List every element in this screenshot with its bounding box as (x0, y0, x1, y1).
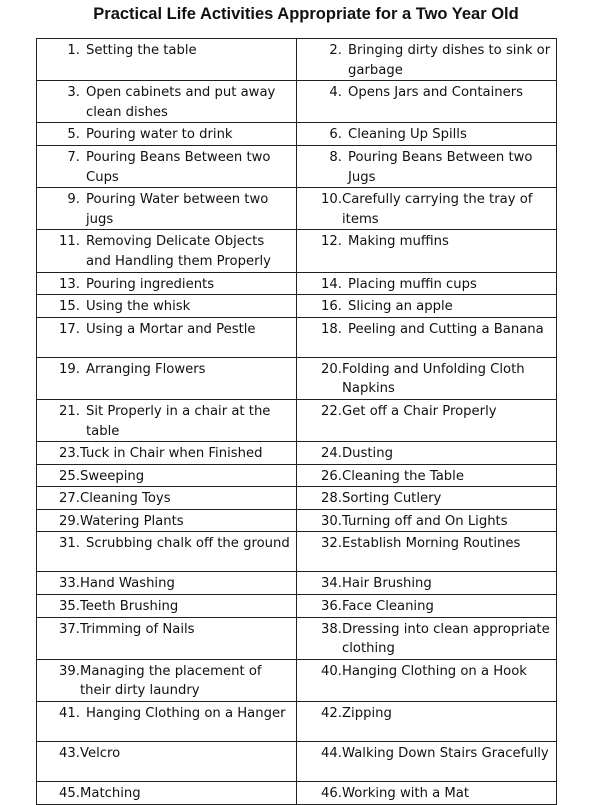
activity-cell (297, 782, 557, 805)
table-row (37, 572, 557, 595)
activity-text: Turning off and On Lights (342, 513, 508, 529)
activity-text: Matching (80, 786, 141, 802)
activity-cell (37, 532, 297, 572)
activity-item (37, 360, 292, 380)
activity-number: 17. (59, 321, 80, 337)
activity-cell (297, 572, 557, 595)
activity-text: Sweeping (80, 468, 145, 484)
activity-item (297, 297, 552, 317)
activity-text: Cleaning Toys (80, 491, 171, 507)
activity-text: Scrubbing chalk off the ground (86, 536, 290, 552)
activity-text: Hand Washing (80, 576, 175, 592)
activity-text: Sit Properly in a chair at the table (86, 403, 271, 439)
activity-number: 30. (321, 513, 342, 529)
activity-text: Teeth Brushing (80, 599, 179, 615)
activity-item (37, 320, 292, 340)
activity-number: 20. (321, 361, 342, 377)
activity-cell (37, 595, 297, 618)
activity-number: 33. (59, 576, 80, 592)
activity-cell (37, 230, 297, 272)
table-row (37, 617, 557, 659)
activity-number: 43. (59, 746, 80, 762)
activity-number: 41. (59, 706, 80, 722)
activity-number: 38. (321, 621, 342, 637)
activity-number: 1. (67, 43, 80, 58)
table-row (37, 145, 557, 187)
table-row (37, 188, 557, 230)
activity-item (37, 512, 292, 532)
activity-cell (37, 295, 297, 318)
activity-number: 5. (67, 127, 80, 143)
activity-text: Watering Plants (80, 513, 184, 529)
activity-number: 12. (321, 234, 342, 250)
activity-cell (37, 782, 297, 805)
activity-number: 42. (321, 706, 342, 722)
table-row (37, 464, 557, 487)
activity-number: 11. (59, 234, 80, 250)
activity-cell (37, 442, 297, 465)
activity-text: Working with a Mat (342, 786, 470, 802)
activity-item (297, 574, 552, 594)
activity-item (37, 597, 292, 617)
activity-item (297, 704, 552, 724)
activity-cell (297, 532, 557, 572)
activity-cell (37, 188, 297, 230)
activity-item (297, 402, 552, 422)
activity-text: Folding and Unfolding Cloth Napkins (342, 361, 525, 397)
activity-number: 35. (59, 599, 80, 615)
activity-text: Managing the placement of their dirty laundry (80, 663, 262, 699)
activity-number: 36. (321, 599, 342, 615)
activity-text: Dusting (342, 446, 393, 462)
activity-cell (297, 317, 557, 357)
table-row (37, 659, 557, 701)
activity-number: 29. (59, 513, 80, 529)
activity-number: 32. (321, 536, 342, 552)
activity-cell (37, 81, 297, 123)
table-row (37, 509, 557, 532)
activity-number: 31. (59, 536, 80, 552)
activity-text: Zipping (342, 706, 392, 722)
activity-item (37, 574, 292, 594)
activity-number: 19. (59, 361, 80, 377)
activity-text: Arranging Flowers (86, 361, 206, 377)
activity-item (37, 41, 292, 61)
activity-number: 2. (329, 43, 342, 58)
table-row (37, 487, 557, 510)
activity-number: 8. (329, 149, 342, 165)
activity-item (297, 467, 552, 487)
activity-cell (297, 617, 557, 659)
activity-number: 34. (321, 576, 342, 592)
activity-number: 40. (321, 663, 342, 679)
activity-number: 39. (59, 663, 80, 679)
activity-item (297, 744, 552, 764)
activity-number: 21. (59, 403, 80, 419)
table-row (37, 782, 557, 805)
activity-text: Cleaning the Table (342, 468, 464, 484)
activity-item (297, 597, 552, 617)
activity-text: Open cabinets and put away clean dishes (86, 85, 276, 120)
table-row (37, 595, 557, 618)
activity-number: 37. (59, 621, 80, 637)
activity-cell (297, 509, 557, 532)
activity-cell (37, 357, 297, 399)
activity-item (37, 662, 292, 701)
activity-number: 16. (321, 299, 342, 315)
activity-text: Pouring Beans Between two Cups (86, 149, 271, 185)
activity-text: Pouring ingredients (86, 276, 215, 292)
activity-cell (37, 464, 297, 487)
activity-item (37, 534, 292, 554)
table-row (37, 295, 557, 318)
activity-item (297, 232, 552, 252)
activity-cell (297, 81, 557, 123)
activity-item (37, 297, 292, 317)
activity-cell (37, 272, 297, 295)
activity-number: 15. (59, 299, 80, 315)
activity-text: Hanging Clothing on a Hanger (86, 706, 286, 722)
activity-item (297, 190, 552, 229)
activity-number: 9. (67, 192, 80, 208)
table-row (37, 399, 557, 441)
activity-cell (297, 487, 557, 510)
activity-cell (37, 123, 297, 146)
activity-item (37, 275, 292, 295)
table-row (37, 442, 557, 465)
activity-cell (297, 188, 557, 230)
activity-cell (37, 399, 297, 441)
activity-number: 14. (321, 276, 342, 292)
activity-cell (297, 39, 557, 81)
activity-cell (297, 659, 557, 701)
activity-item (297, 662, 552, 682)
activities-table (36, 38, 557, 805)
table-row (37, 272, 557, 295)
activity-number: 3. (67, 85, 80, 101)
activity-cell (297, 595, 557, 618)
activity-text: Pouring Beans Between two Jugs (348, 149, 533, 185)
activity-number: 45. (59, 786, 80, 802)
activity-text: Pouring Water between two jugs (86, 192, 269, 227)
activity-text: Setting the table (86, 43, 197, 58)
activity-cell (37, 487, 297, 510)
activity-cell (297, 357, 557, 399)
activity-item (297, 148, 552, 187)
table-row (37, 532, 557, 572)
activity-text: Hanging Clothing on a Hook (342, 663, 527, 679)
activity-item (37, 489, 292, 509)
activity-item (37, 232, 292, 271)
activity-item (37, 83, 292, 122)
activity-text: Slicing an apple (348, 299, 453, 315)
activity-number: 4. (329, 85, 342, 101)
activity-number: 22. (321, 403, 342, 419)
activity-item (37, 125, 292, 145)
activity-text: Peeling and Cutting a Banana (348, 321, 544, 337)
activity-item (37, 744, 292, 764)
activity-text: Carefully carrying the tray of items (342, 192, 533, 227)
activity-text: Removing Delicate Objects and Handling them Properly (86, 234, 271, 269)
table-row (37, 742, 557, 782)
activity-number: 10. (321, 192, 342, 208)
activity-number: 23. (59, 446, 80, 462)
activity-cell (297, 442, 557, 465)
activity-item (37, 402, 292, 441)
activity-item (297, 83, 552, 103)
activity-cell (297, 742, 557, 782)
activity-cell (297, 123, 557, 146)
activity-number: 25. (59, 468, 80, 484)
activity-item (37, 467, 292, 487)
activity-number: 24. (321, 446, 342, 462)
activity-text: Face Cleaning (342, 599, 434, 615)
activity-text: Cleaning Up Spills (348, 127, 467, 143)
activity-item (297, 275, 552, 295)
activity-item (297, 320, 552, 340)
activity-cell (297, 399, 557, 441)
activity-item (297, 41, 552, 80)
table-row (37, 81, 557, 123)
activity-item (297, 360, 552, 399)
activity-number: 13. (59, 276, 80, 292)
activity-text: Trimming of Nails (80, 621, 195, 637)
activity-text: Making muffins (348, 234, 449, 250)
table-row (37, 317, 557, 357)
activity-text: Velcro (80, 746, 121, 762)
activity-cell (37, 617, 297, 659)
activity-number: 44. (321, 746, 342, 762)
activity-cell (37, 742, 297, 782)
activity-item (297, 125, 552, 145)
activity-cell (297, 272, 557, 295)
activity-number: 46. (321, 786, 342, 802)
activity-item (37, 190, 292, 229)
activity-cell (37, 509, 297, 532)
activity-cell (297, 464, 557, 487)
activity-number: 7. (67, 149, 80, 165)
activity-number: 26. (321, 468, 342, 484)
activity-text: Walking Down Stairs Gracefully (342, 746, 549, 762)
activity-cell (297, 702, 557, 742)
table-row (37, 702, 557, 742)
activity-item (297, 512, 552, 532)
activity-cell (297, 230, 557, 272)
activity-cell (37, 702, 297, 742)
activity-cell (297, 145, 557, 187)
activity-text: Using a Mortar and Pestle (86, 321, 256, 337)
activity-item (37, 148, 292, 187)
activity-text: Hair Brushing (342, 576, 432, 592)
activity-item (37, 444, 292, 464)
table-row (37, 123, 557, 146)
activity-cell (297, 295, 557, 318)
activity-item (297, 534, 552, 554)
activity-cell (37, 145, 297, 187)
activity-text: Bringing dirty dishes to sink or garbage (348, 43, 551, 78)
table-row (37, 230, 557, 272)
activity-number: 28. (321, 491, 342, 507)
activity-item (37, 620, 292, 640)
activity-number: 6. (329, 127, 342, 143)
activity-cell (37, 659, 297, 701)
activity-item (297, 489, 552, 509)
activity-cell (37, 39, 297, 81)
activity-text: Dressing into clean appropriate clothing (342, 621, 550, 657)
activity-item (297, 444, 552, 464)
activity-text: Using the whisk (86, 299, 191, 315)
table-row (37, 357, 557, 399)
activity-text: Tuck in Chair when Finished (80, 446, 263, 462)
activity-cell (37, 317, 297, 357)
activity-text: Placing muffin cups (348, 276, 477, 292)
activity-number: 18. (321, 321, 342, 337)
activity-text: Establish Morning Routines (342, 536, 521, 552)
activity-text: Get off a Chair Properly (342, 403, 497, 419)
activity-number: 27. (59, 491, 80, 507)
activity-text: Sorting Cutlery (342, 491, 442, 507)
activity-item (297, 620, 552, 659)
activity-cell (37, 572, 297, 595)
activity-item (37, 704, 292, 724)
activity-text: Opens Jars and Containers (348, 85, 524, 101)
activity-text: Pouring water to drink (86, 127, 233, 143)
activities-table-body (37, 39, 557, 805)
page-title: Practical Life Activities Appropriate for a Two Year Old (93, 5, 519, 23)
table-row (37, 39, 557, 81)
